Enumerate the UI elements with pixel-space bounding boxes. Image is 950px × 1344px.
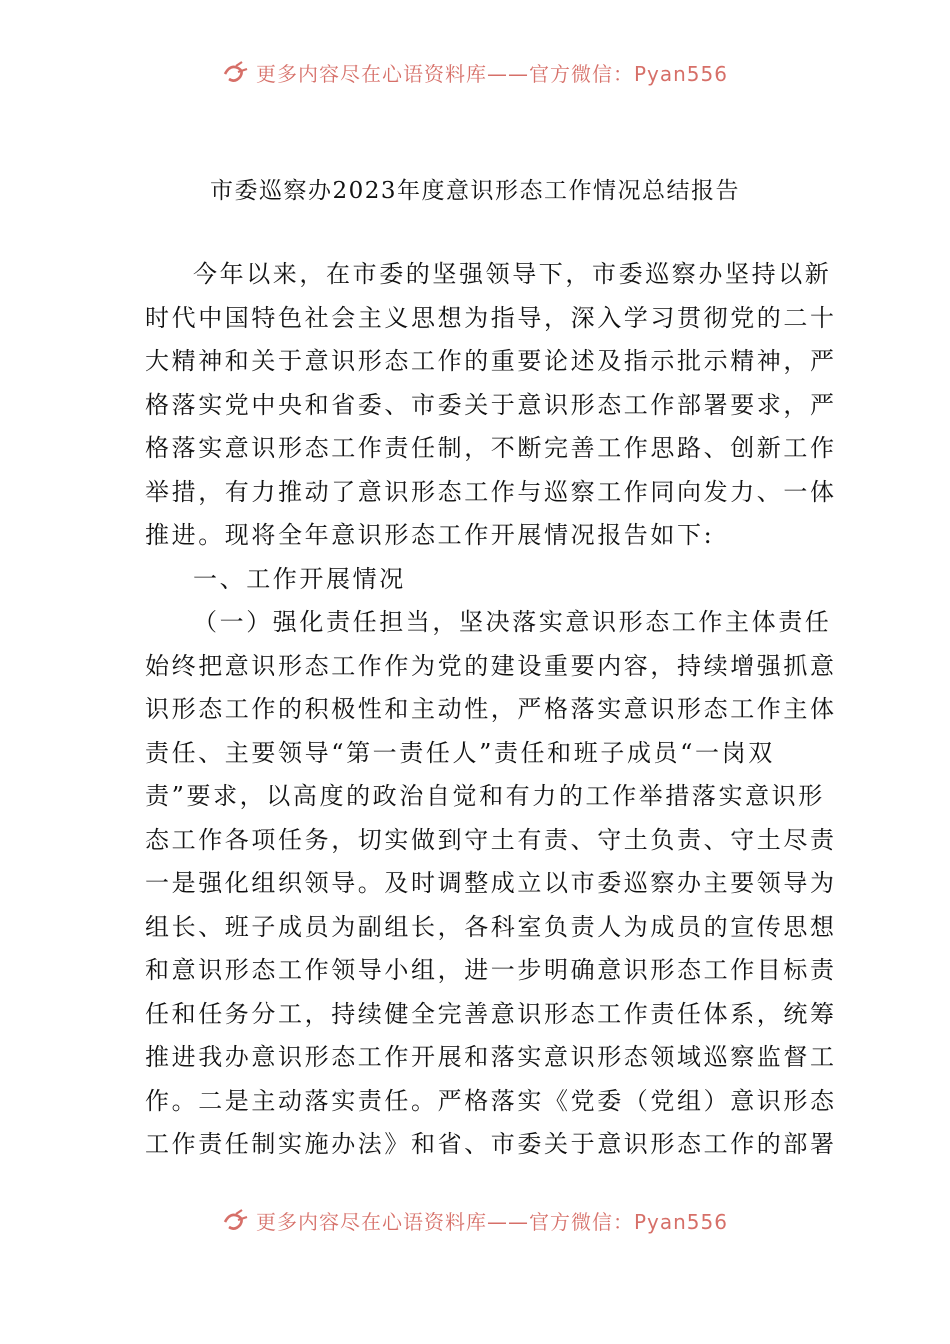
body-line: 推进。现将全年意识形态工作开展情况报告如下: [145,521,715,549]
body-line: 责”要求，以高度的政治自觉和有力的工作举措落实意识形 [145,782,825,810]
watermark-text: 更多内容尽在心语资料库——官方微信：Pyan556 [255,61,728,86]
body-line: 一、工作开展情况 [193,564,406,593]
body-line: 一是强化组织领导。及时调整成立以市委巡察办主要领导为 [145,869,837,897]
body-line: 作。二是主动落实责任。严格落实《党委（党组）意识形态 [145,1086,837,1115]
body-line: 举措，有力推动了意识形态工作与巡察工作同向发力、一体 [145,477,837,506]
body-line: 大精神和关于意识形态工作的重要论述及指示批示精神，严 [145,347,837,375]
watermark-bottom [0,1206,950,1234]
body-line: 时代中国特色社会主义思想为指导，深入学习贯彻党的二十 [145,303,837,332]
body-line: 今年以来，在市委的坚强领导下，市委巡察办坚持以新 [193,260,832,288]
logo-icon [222,60,250,84]
document-body [145,253,837,1167]
body-line: （一）强化责任担当，坚决落实意识形态工作主体责任 [193,608,832,636]
body-line: 始终把意识形态工作作为党的建设重要内容，持续增强抓意 [145,651,837,680]
body-line: 任和任务分工，持续健全完善意识形态工作责任体系，统筹 [145,999,837,1028]
body-line: 识形态工作的积极性和主动性，严格落实意识形态工作主体 [145,695,837,723]
watermark-top [0,58,950,86]
document-title: 市委巡察办2023年度意识形态工作情况总结报告 [209,178,741,204]
body-line: 工作责任制实施办法》和省、市委关于意识形态工作的部署 [145,1130,837,1158]
body-line: 格落实党中央和省委、市委关于意识形态工作部署要求，严 [145,390,837,419]
watermark-text: 更多内容尽在心语资料库——官方微信：Pyan556 [255,1209,728,1234]
body-line: 组长、班子成员为副组长，各科室负责人为成员的宣传思想 [145,912,837,941]
body-line: 格落实意识形态工作责任制，不断完善工作思路、创新工作 [145,434,837,462]
logo-icon [222,1208,250,1232]
body-line: 和意识形态工作领导小组，进一步明确意识形态工作目标责 [145,956,837,984]
body-line: 责任、主要领导“第一责任人”责任和班子成员“一岗双 [145,738,775,767]
body-line: 推进我办意识形态工作开展和落实意识形态领域巡察监督工 [145,1043,837,1071]
body-line: 态工作各项任务，切实做到守土有责、守土负责、守土尽责 [145,825,837,854]
